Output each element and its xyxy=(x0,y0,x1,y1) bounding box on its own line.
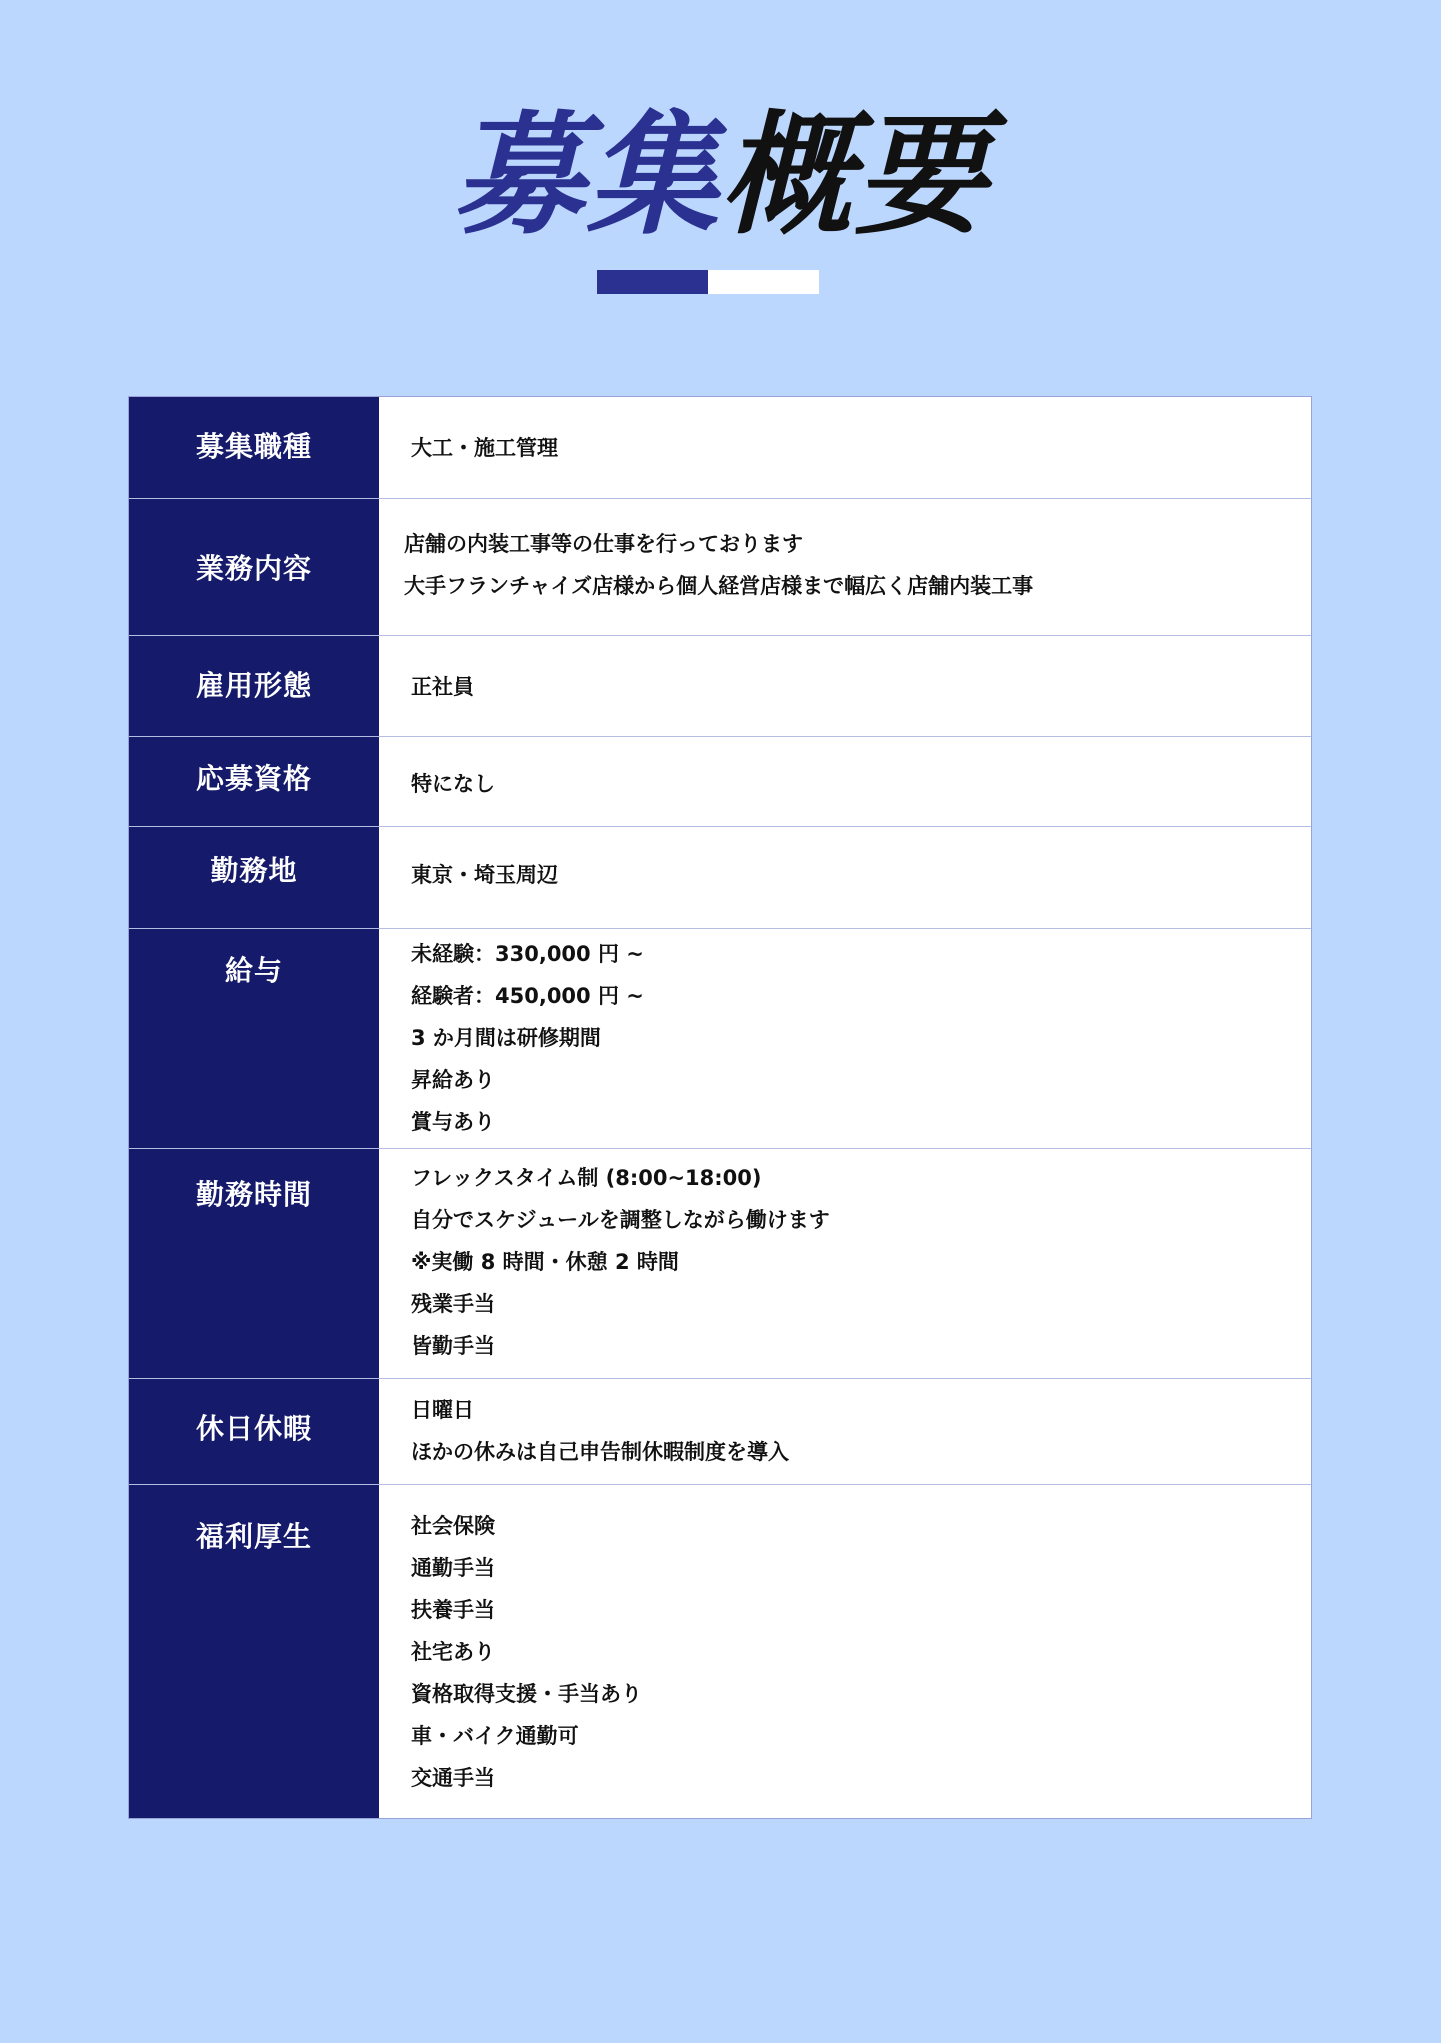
row-label: 業務内容 xyxy=(129,499,379,635)
row-label: 勤務時間 xyxy=(129,1149,379,1378)
row-line: 扶養手当 xyxy=(411,1598,495,1622)
underline-dark-segment xyxy=(597,270,708,294)
title-part-recruitment: 募集 xyxy=(452,99,721,253)
row-label: 福利厚生 xyxy=(129,1485,379,1818)
row-line: ほかの休みは自己申告制休暇制度を導入 xyxy=(411,1440,789,1464)
table-row-job-description xyxy=(129,498,1311,635)
row-label: 休日休暇 xyxy=(129,1379,379,1484)
title-part-overview: 概要 xyxy=(720,99,989,253)
row-line: 特になし xyxy=(411,772,495,796)
table-row-working-hours xyxy=(129,1148,1311,1378)
row-line: 資格取得支援・手当あり xyxy=(411,1682,642,1706)
underline-light-segment xyxy=(708,270,819,294)
row-line: 大工・施工管理 xyxy=(411,436,558,460)
table-row-employment-type xyxy=(129,635,1311,736)
row-line: 日曜日 xyxy=(411,1398,474,1422)
title-underline xyxy=(597,270,819,294)
row-content xyxy=(379,1485,1311,1818)
row-line: 3 か月間は研修期間 xyxy=(411,1026,601,1050)
page-title xyxy=(0,96,1441,256)
row-label: 勤務地 xyxy=(129,827,379,928)
row-line: 車・バイク通勤可 xyxy=(411,1724,579,1748)
row-line: 社宅あり xyxy=(411,1640,495,1664)
row-line: 賞与あり xyxy=(411,1110,495,1134)
row-line: 皆勤手当 xyxy=(411,1334,495,1358)
row-line: 未経験：330,000 円 ~ xyxy=(411,942,644,966)
row-content xyxy=(379,1379,1311,1484)
row-content xyxy=(379,499,1311,635)
row-line: 交通手当 xyxy=(411,1766,495,1790)
table-row-job-type xyxy=(129,397,1311,498)
row-content xyxy=(379,929,1311,1148)
table-row-benefits xyxy=(129,1484,1311,1818)
row-content xyxy=(379,636,1311,736)
row-content xyxy=(379,1149,1311,1378)
row-label: 募集職種 xyxy=(129,397,379,498)
row-line: 残業手当 xyxy=(411,1292,495,1316)
row-label: 応募資格 xyxy=(129,737,379,826)
row-content xyxy=(379,827,1311,928)
row-line: 東京・埼玉周辺 xyxy=(411,863,558,887)
row-line: 経験者：450,000 円 ~ xyxy=(411,984,644,1008)
row-content xyxy=(379,737,1311,826)
row-line: ※実働 8 時間・休憩 2 時間 xyxy=(411,1250,679,1274)
table-row-holidays xyxy=(129,1378,1311,1484)
row-line: 社会保険 xyxy=(411,1514,495,1538)
table-row-salary xyxy=(129,928,1311,1148)
table-row-qualifications xyxy=(129,736,1311,826)
row-line: 通勤手当 xyxy=(411,1556,495,1580)
recruitment-table xyxy=(128,396,1312,1819)
row-label: 雇用形態 xyxy=(129,636,379,736)
row-line: 自分でスケジュールを調整しながら働けます xyxy=(411,1208,830,1232)
row-line: 店舗の内装工事等の仕事を行っております xyxy=(404,532,803,556)
row-content xyxy=(379,397,1311,498)
row-line: 正社員 xyxy=(411,675,474,699)
row-label: 給与 xyxy=(129,929,379,1148)
row-line: 昇給あり xyxy=(411,1068,495,1092)
table-row-work-location xyxy=(129,826,1311,928)
row-line: フレックスタイム制 (8:00~18:00) xyxy=(411,1166,762,1190)
row-line: 大手フランチャイズ店様から個人経営店様まで幅広く店舗内装工事 xyxy=(404,574,1034,598)
